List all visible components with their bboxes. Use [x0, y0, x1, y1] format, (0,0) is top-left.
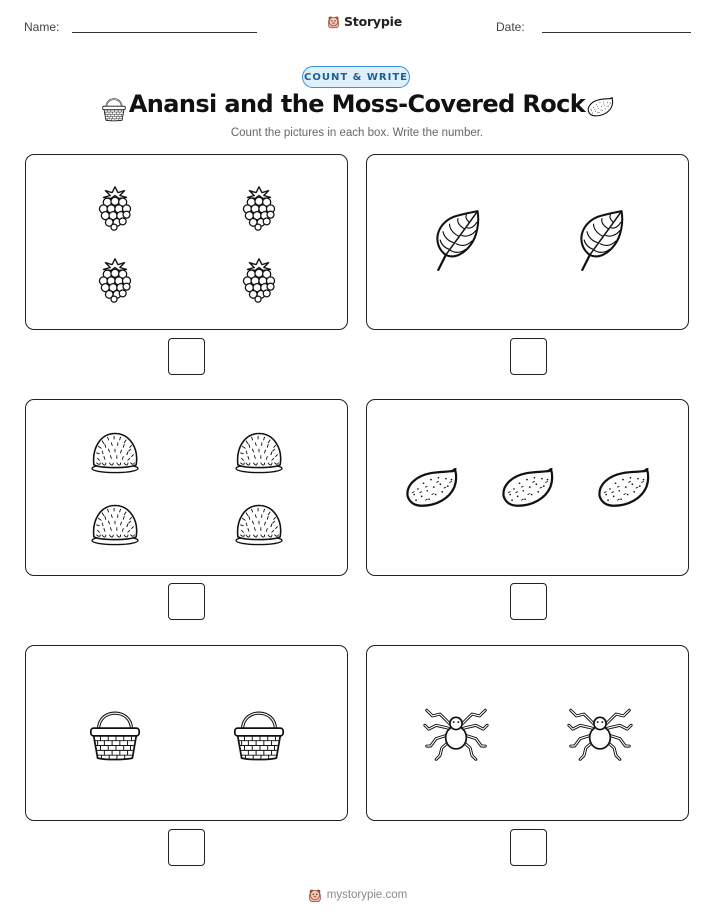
- leaf-icon: [429, 208, 485, 274]
- answer-box-1[interactable]: [168, 338, 205, 375]
- storypie-mascot-icon: [307, 886, 323, 904]
- count-box-1: [25, 154, 348, 330]
- answer-box-2[interactable]: [510, 338, 547, 375]
- basket-icon: [230, 701, 288, 763]
- answer-box-5[interactable]: [168, 829, 205, 866]
- moss-rock-icon: [89, 500, 141, 546]
- moss-rock-icon: [233, 428, 285, 474]
- spider-icon: [423, 700, 489, 762]
- name-field-line[interactable]: [72, 32, 257, 33]
- moss-rock-icon: [89, 428, 141, 474]
- raspberry-icon: [237, 183, 281, 231]
- basket-icon: [86, 701, 144, 763]
- page-title: Anansi and the Moss-Covered Rock: [128, 90, 586, 118]
- raspberry-icon: [93, 183, 137, 231]
- count-box-6: [366, 645, 689, 821]
- footer-url[interactable]: mystorypie.com: [326, 889, 408, 901]
- brand-name: Storypie: [344, 14, 402, 29]
- count-box-4: [366, 399, 689, 576]
- activity-badge: COUNT & WRITE: [302, 66, 410, 88]
- date-label: Date:: [496, 20, 525, 34]
- yam-icon: [403, 458, 459, 518]
- instructions: Count the pictures in each box. Write the number.: [230, 127, 484, 139]
- storypie-mascot-icon: [326, 13, 341, 30]
- count-box-2: [366, 154, 689, 330]
- count-box-3: [25, 399, 348, 576]
- raspberry-icon: [93, 255, 137, 303]
- yam-icon: [499, 458, 555, 518]
- footer: [0, 886, 714, 904]
- answer-box-6[interactable]: [510, 829, 547, 866]
- name-label: Name:: [24, 20, 60, 34]
- answer-box-3[interactable]: [168, 583, 205, 620]
- answer-box-4[interactable]: [510, 583, 547, 620]
- moss-rock-icon: [233, 500, 285, 546]
- spider-icon: [567, 700, 633, 762]
- yam-icon: [595, 458, 651, 518]
- yam-icon: [586, 94, 614, 120]
- date-field-line[interactable]: [542, 32, 691, 33]
- leaf-icon: [573, 208, 629, 274]
- count-box-5: [25, 645, 348, 821]
- raspberry-icon: [237, 255, 281, 303]
- brand-logo: [326, 13, 402, 30]
